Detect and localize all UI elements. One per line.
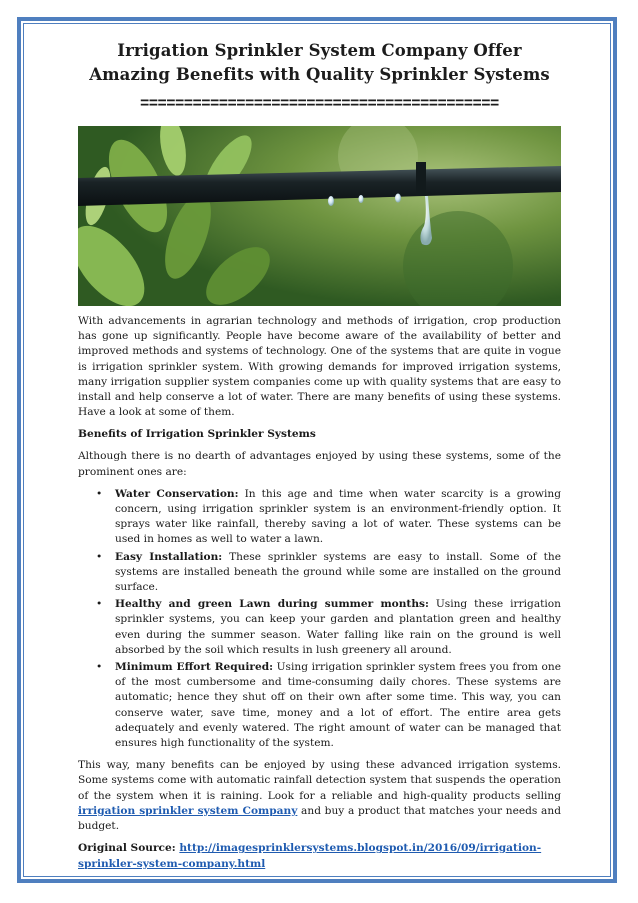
source-link[interactable]: http://imagesprinklersystems.blogspot.in/2016/09/irrigation-sprinkler-system-company.html — [78, 842, 542, 870]
benefits-list — [78, 487, 561, 751]
benefit-text: In this age and time when water scarcity is a growing concern, using irrigation sprinkler system is an environment-friendly option. It sprays water like rainfall, thereby saving a lot of water. These systems can be used in homes as well to water a lawn. — [115, 487, 561, 546]
benefit-text: Using these irrigation sprinkler systems, you can keep your garden and plantation green and healthy even during the summer season. Water falling like rain on the ground is well absorbed by the soil which results in lush greenery all around. — [115, 598, 561, 656]
closing-paragraph — [78, 758, 561, 834]
source-line — [78, 841, 561, 871]
lead-paragraph: Although there is no dearth of advantages enjoyed by using these systems, some of the prominent ones are: — [78, 450, 561, 478]
closing-text-start: This way, many benefits can be enjoyed by using these advanced irrigation systems. Some systems come with automatic rainfall detection system that suspends the operation of the system when it is raining. Look for a reliable and high-quality products selling — [78, 759, 561, 802]
bullet-icon: • — [96, 661, 103, 674]
closing-text-end: and buy a product that matches your needs and budget. — [78, 804, 561, 833]
intro-paragraph: With advancements in agrarian technology and methods of irrigation, crop production has gone up significantly. People have become aware of the availability of better and improved methods and systems of technology. One of the systems that are quite in vogue is irrigation sprinkler system. With growing demands for improved irrigation systems, many irrigation supplier system companies come up with quality systems that are easy to install and help conserve a lot of water. There are many benefits of using these systems. Have a look at some of them. — [78, 315, 561, 419]
benefit-text: These sprinkler systems are easy to install. Some of the systems are installed beneath the ground while some are installed on the ground surface. — [115, 550, 561, 594]
benefit-heading: Water Conservation: — [115, 487, 239, 500]
page-title: Irrigation Sprinkler System Company Offer Amazing Benefits with Quality Sprinkler Systems — [89, 41, 550, 84]
source-label: Original Source: — [78, 842, 180, 855]
bullet-icon: • — [96, 550, 103, 563]
bullet-icon: • — [96, 598, 103, 611]
photo-illustration — [78, 126, 561, 306]
separator-line: ========================================= — [140, 95, 499, 112]
benefit-heading: Easy Installation: — [115, 550, 223, 563]
benefit-text: Using irrigation sprinkler system frees you from one of the most cumbersome and time-consuming daily chores. These systems are automatic; hence they shut off on their own after some time. This way, you can conserve water, save time, money and a lot of effort. The entire area gets adequately and evenly watered. The right amount of water can be managed that ensures high functionality of the system. — [115, 661, 562, 750]
section-heading: Benefits of Irrigation Sprinkler Systems — [78, 428, 316, 441]
bullet-icon: • — [96, 487, 103, 500]
sprinkler-pipe-photo — [78, 126, 561, 306]
list-item — [78, 660, 561, 751]
benefit-heading: Healthy and green Lawn during summer months: — [115, 598, 429, 611]
list-item — [78, 597, 561, 658]
company-link[interactable]: irrigation sprinkler system Company — [78, 804, 298, 817]
list-item — [78, 550, 561, 596]
list-item — [78, 487, 561, 548]
document-body — [78, 39, 561, 872]
benefit-heading: Minimum Effort Required: — [115, 661, 274, 674]
